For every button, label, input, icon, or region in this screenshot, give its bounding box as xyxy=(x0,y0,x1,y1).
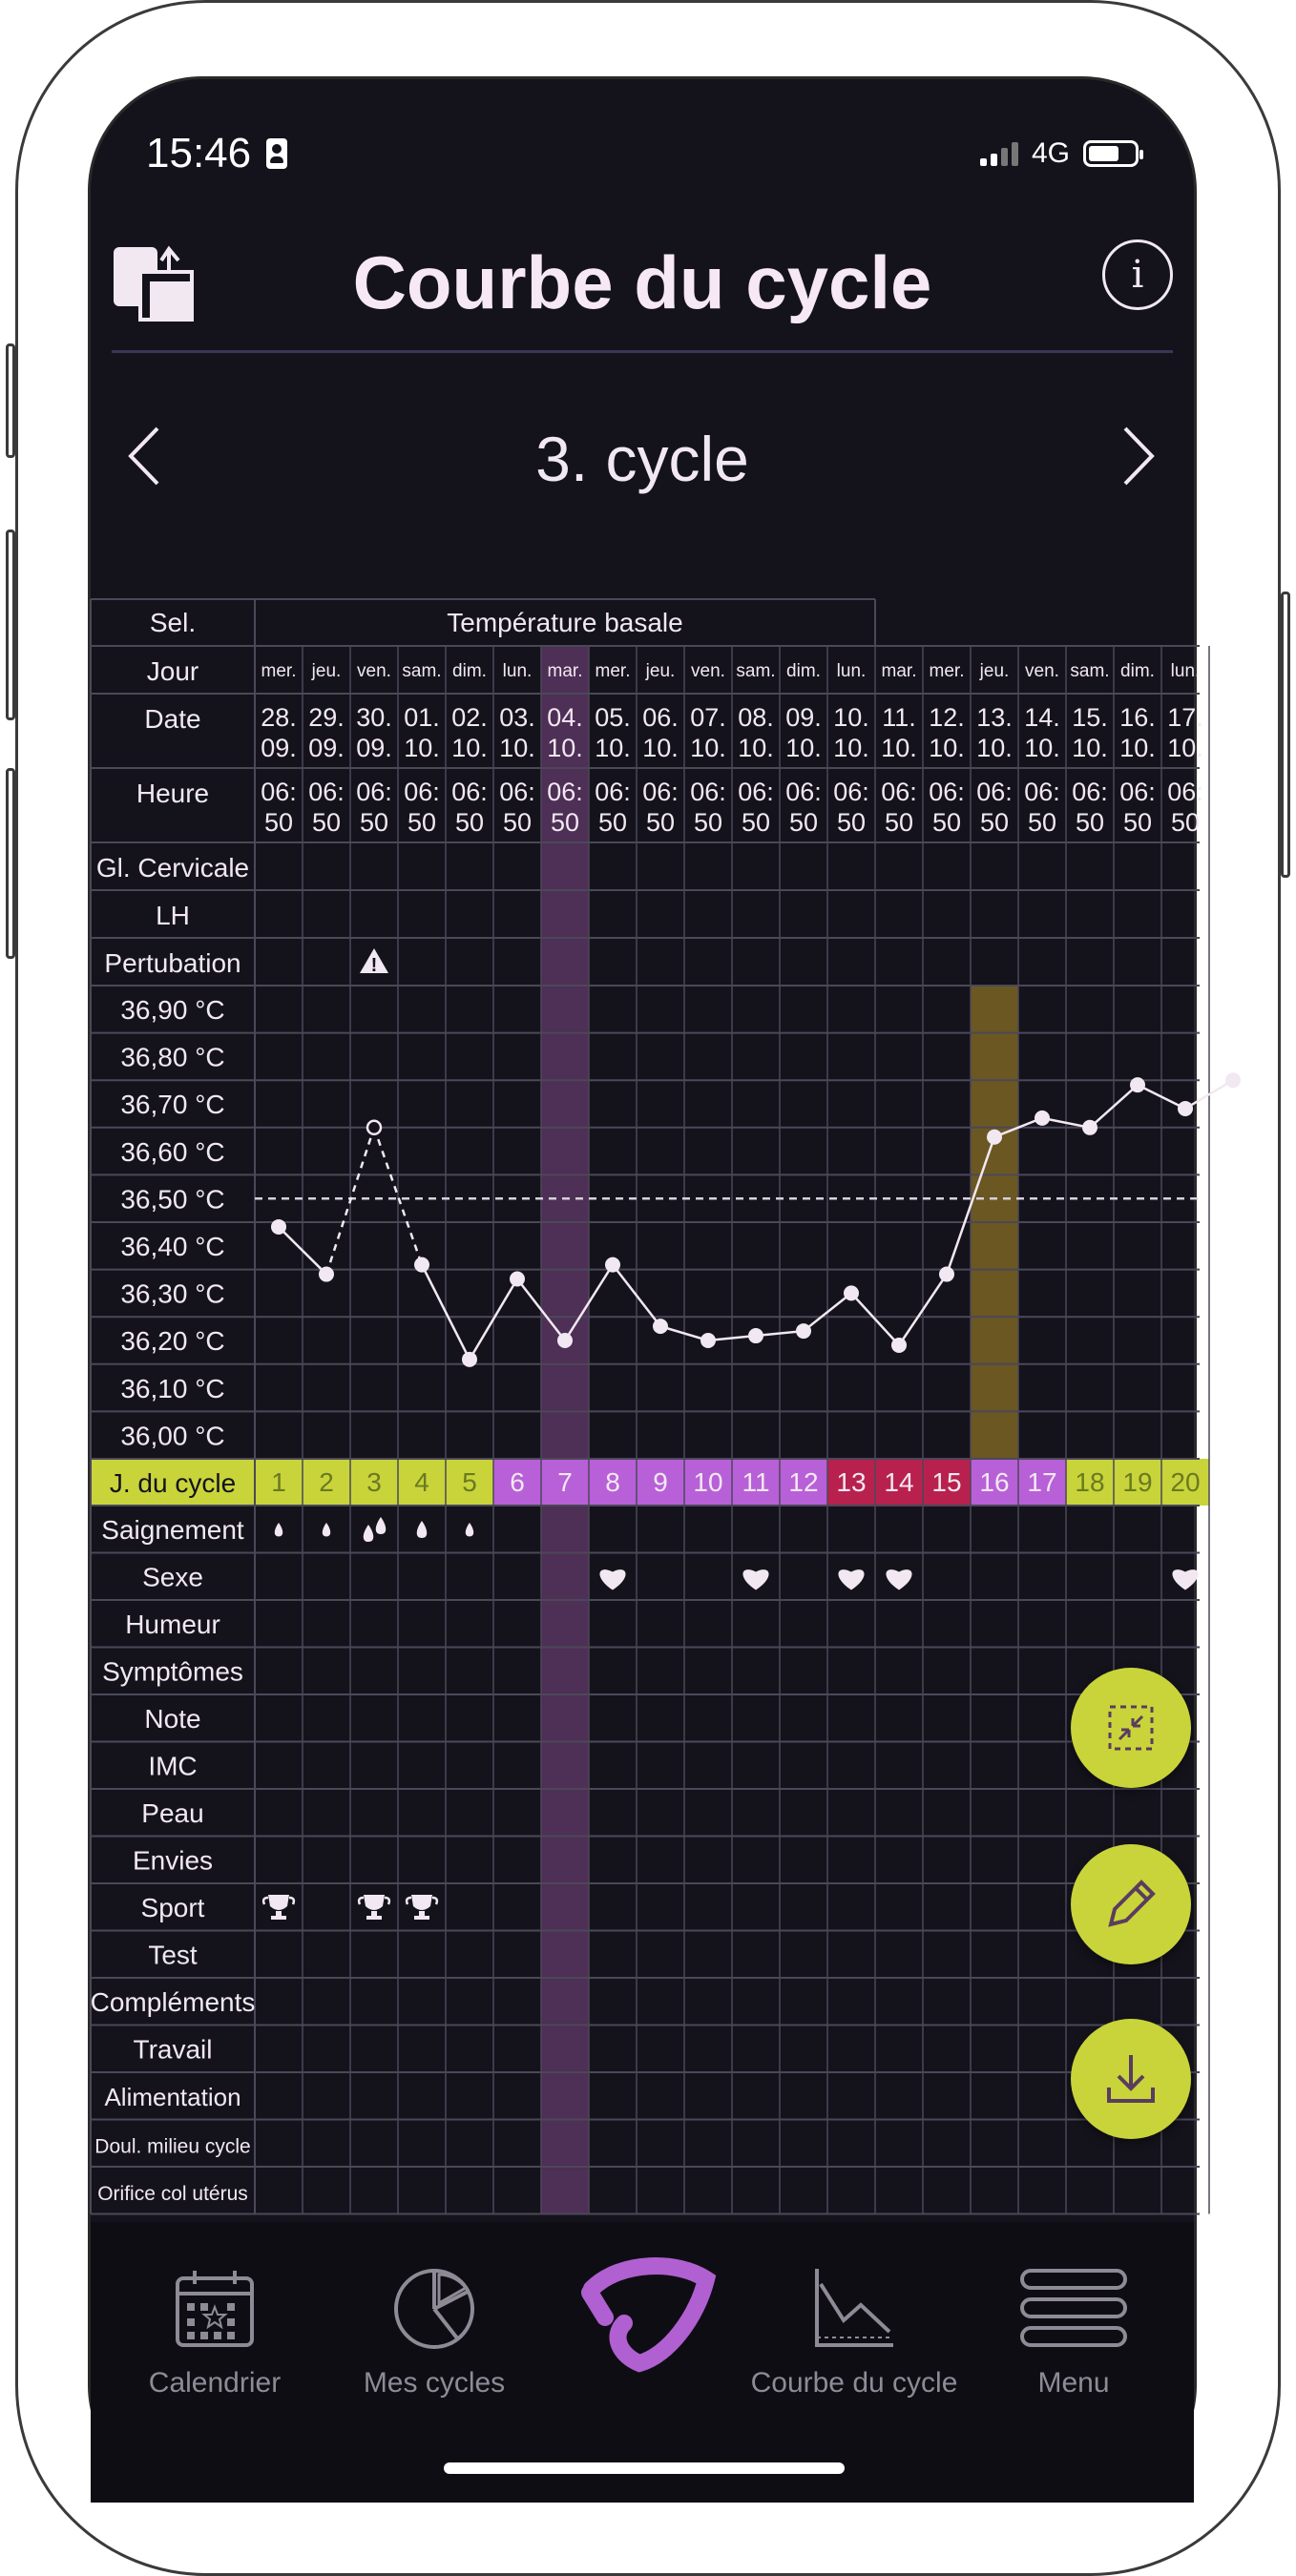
time-minute: 50 xyxy=(1122,808,1153,837)
date-month: 10. xyxy=(833,734,869,762)
sel-label: Sel. xyxy=(149,608,197,637)
mute-switch xyxy=(6,343,15,458)
tab-label-calendrier: Calendrier xyxy=(148,2367,282,2399)
day-name: jeu. xyxy=(979,661,1010,681)
date-month: 10. xyxy=(547,734,583,762)
cycle-day-number: 13 xyxy=(836,1467,867,1497)
date-month: 10. xyxy=(595,734,631,762)
cycle-day-number: 4 xyxy=(414,1467,429,1497)
time-hour: 06: xyxy=(451,778,488,806)
date-month: 10. xyxy=(785,734,822,762)
date-day: 16. xyxy=(1119,703,1156,732)
time-hour: 06: xyxy=(356,778,392,806)
row-label-6: Peau xyxy=(141,1798,204,1828)
day-name: mer. xyxy=(595,661,631,681)
tab-mes-cycles[interactable] xyxy=(329,2260,539,2399)
compress-view-button[interactable] xyxy=(1071,1668,1191,1788)
time-minute: 50 xyxy=(263,808,294,837)
date-day: 14. xyxy=(1024,703,1060,732)
time-minute: 50 xyxy=(884,808,914,837)
date-month: 10. xyxy=(738,734,774,762)
date-day: 04. xyxy=(547,703,583,732)
date-day: 07. xyxy=(690,703,726,732)
heart-icon xyxy=(599,1569,625,1589)
phone-screen xyxy=(88,76,1203,2500)
time-minute: 50 xyxy=(1075,808,1105,837)
day-name: lun. xyxy=(502,661,533,681)
temp-axis-label: 36,40 °C xyxy=(120,1232,225,1261)
temp-axis-label: 36,50 °C xyxy=(120,1184,225,1215)
date-month: 09. xyxy=(308,734,345,762)
date-day: 29. xyxy=(308,703,345,732)
cycle-day-number: 11 xyxy=(742,1467,770,1497)
volume-up-button xyxy=(6,530,15,720)
cycle-day-number: 14 xyxy=(884,1467,914,1497)
day-name: sam. xyxy=(736,661,776,681)
date-month: 10. xyxy=(929,734,965,762)
temperature-point xyxy=(891,1338,907,1353)
time-hour: 06: xyxy=(642,778,679,806)
blood-drop-icon xyxy=(275,1523,282,1536)
trophy-icon xyxy=(268,1895,289,1920)
time-hour: 06: xyxy=(595,778,631,806)
edit-button[interactable] xyxy=(1071,1844,1191,1964)
heart-icon xyxy=(838,1569,864,1589)
menu-icon xyxy=(969,2260,1179,2356)
day-name: jeu. xyxy=(311,661,342,681)
date-month: 09. xyxy=(356,734,392,762)
time-hour: 06: xyxy=(547,778,583,806)
heart-icon xyxy=(1172,1569,1198,1589)
temp-axis-label: 36,60 °C xyxy=(120,1136,225,1167)
download-button[interactable] xyxy=(1071,2019,1191,2139)
temp-axis-label: 36,20 °C xyxy=(120,1326,225,1357)
cycle-day-number: 20 xyxy=(1170,1467,1201,1497)
calendar-icon xyxy=(110,2260,320,2356)
time-minute: 50 xyxy=(311,808,342,837)
temperature-point xyxy=(1178,1101,1193,1116)
date-day: 05. xyxy=(595,703,631,732)
time-minute: 50 xyxy=(359,808,389,837)
network-label: 4G xyxy=(1031,137,1070,169)
time-hour: 06: xyxy=(785,778,822,806)
time-hour: 06: xyxy=(1167,778,1203,806)
date-month: 09. xyxy=(261,734,297,762)
tab-courbe-du-cycle[interactable] xyxy=(749,2260,959,2399)
tab-menu[interactable] xyxy=(969,2260,1179,2399)
volume-down-button xyxy=(6,768,15,959)
temperature-point xyxy=(1082,1120,1097,1135)
date-month: 10. xyxy=(1167,734,1203,762)
cycle-day-number: 17 xyxy=(1027,1467,1057,1497)
temperature-point-excluded xyxy=(367,1121,381,1134)
cycle-day-number: 12 xyxy=(788,1467,819,1497)
date-day: 08. xyxy=(738,703,774,732)
row-label-13: Doul. milieu cycle xyxy=(94,2135,251,2158)
heart-icon xyxy=(886,1569,911,1589)
row-label-1: Sexe xyxy=(142,1562,203,1592)
warning-icon-mark: ! xyxy=(370,955,378,976)
blood-drop-icon xyxy=(417,1521,428,1538)
time-minute: 50 xyxy=(741,808,771,837)
day-name: mer. xyxy=(929,661,965,681)
time-minute: 50 xyxy=(407,808,437,837)
temp-axis-label: 36,10 °C xyxy=(120,1373,225,1403)
temp-axis-label: 36,30 °C xyxy=(120,1278,225,1309)
tab-label-mes-cycles: Mes cycles xyxy=(363,2367,506,2399)
cycle-title: 3. cycle xyxy=(535,424,749,494)
row-label-date: Date xyxy=(144,704,201,734)
temperature-point xyxy=(796,1323,811,1339)
pencil-icon xyxy=(1097,1871,1164,1938)
date-day: 11. xyxy=(882,703,916,732)
line-chart-icon xyxy=(749,2260,959,2356)
page-title: Courbe du cycle xyxy=(352,240,932,324)
temp-axis-label: 36,80 °C xyxy=(120,1042,225,1072)
temperature-point xyxy=(748,1328,763,1343)
temperature-point xyxy=(1225,1072,1241,1088)
date-month: 10. xyxy=(881,734,917,762)
date-month: 10. xyxy=(690,734,726,762)
temperature-point xyxy=(510,1272,525,1287)
row-label-cycle-day: J. du cycle xyxy=(109,1468,237,1498)
blood-drop-icon xyxy=(466,1523,473,1536)
time-hour: 06: xyxy=(833,778,869,806)
temperature-point xyxy=(414,1257,429,1273)
info-icon[interactable]: i xyxy=(1102,239,1173,310)
pie-chart-icon xyxy=(329,2260,539,2356)
cycle-day-number: 10 xyxy=(693,1467,723,1497)
date-day: 28. xyxy=(261,703,297,732)
cycle-day-number: 7 xyxy=(557,1467,573,1497)
day-name: dim. xyxy=(452,661,487,681)
cycle-day-number: 3 xyxy=(366,1467,382,1497)
temperature-point xyxy=(844,1285,859,1300)
tab-home-logo[interactable] xyxy=(539,2251,749,2386)
tab-calendrier[interactable] xyxy=(110,2260,320,2399)
date-day: 12. xyxy=(929,703,965,732)
row-label-perturbation: Pertubation xyxy=(104,948,241,978)
temperature-point xyxy=(939,1267,954,1282)
time-minute: 50 xyxy=(597,808,628,837)
temperature-point xyxy=(1035,1111,1050,1126)
temperature-point xyxy=(271,1219,286,1235)
time-hour: 06: xyxy=(1119,778,1156,806)
row-label-jour: Jour xyxy=(146,656,199,686)
date-day: 09. xyxy=(785,703,822,732)
row-label-4: Note xyxy=(144,1704,201,1734)
row-label-cervicale: Gl. Cervicale xyxy=(95,853,250,883)
date-day: 30. xyxy=(356,703,392,732)
time-minute: 50 xyxy=(550,808,580,837)
time-minute: 50 xyxy=(788,808,819,837)
temperature-point xyxy=(319,1267,334,1282)
time-minute: 50 xyxy=(979,808,1010,837)
temp-axis-label: 36,00 °C xyxy=(120,1421,225,1451)
date-day: 10. xyxy=(833,703,869,732)
date-day: 15. xyxy=(1072,703,1108,732)
day-name: sam. xyxy=(1070,661,1110,681)
row-label-heure: Heure xyxy=(136,779,210,808)
cycle-chart-table[interactable] xyxy=(90,79,1203,2205)
cycle-day-number: 8 xyxy=(605,1467,620,1497)
time-hour: 06: xyxy=(929,778,965,806)
temperature-point xyxy=(987,1130,1002,1145)
row-label-lh: LH xyxy=(156,901,190,930)
date-day: 06. xyxy=(642,703,679,732)
row-label-8: Sport xyxy=(140,1893,205,1922)
date-month: 10. xyxy=(1119,734,1156,762)
date-day: 03. xyxy=(499,703,535,732)
time-hour: 06: xyxy=(976,778,1013,806)
download-icon xyxy=(1097,2046,1164,2112)
row-label-5: IMC xyxy=(148,1751,198,1781)
date-month: 10. xyxy=(976,734,1013,762)
date-month: 10. xyxy=(1072,734,1108,762)
day-name: mar. xyxy=(547,661,583,681)
cycle-day-number: 15 xyxy=(931,1467,962,1497)
cycle-day-number: 6 xyxy=(510,1467,525,1497)
time-hour: 06: xyxy=(261,778,297,806)
cycle-day-number: 19 xyxy=(1122,1467,1153,1497)
time-minute: 50 xyxy=(502,808,533,837)
day-name: lun. xyxy=(1170,661,1201,681)
day-name: sam. xyxy=(402,661,442,681)
row-label-3: Symptômes xyxy=(102,1656,243,1687)
cycle-day-number: 5 xyxy=(462,1467,477,1497)
day-name: jeu. xyxy=(645,661,676,681)
status-time: 15:46 xyxy=(146,130,252,177)
time-minute: 50 xyxy=(1027,808,1057,837)
cycle-day-number: 18 xyxy=(1075,1467,1105,1497)
date-day: 17. xyxy=(1167,703,1203,732)
temperature-header: Température basale xyxy=(447,608,683,637)
day-name: lun. xyxy=(836,661,867,681)
heart-icon xyxy=(742,1569,768,1589)
time-hour: 06: xyxy=(690,778,726,806)
temperature-point xyxy=(653,1319,668,1334)
row-label-14: Orifice col utérus xyxy=(97,2183,248,2205)
time-hour: 06: xyxy=(1024,778,1060,806)
row-label-12: Alimentation xyxy=(104,2083,241,2111)
cycle-day-number: 2 xyxy=(319,1467,334,1497)
time-minute: 50 xyxy=(693,808,723,837)
date-month: 10. xyxy=(1024,734,1060,762)
temp-axis-label: 36,90 °C xyxy=(120,995,225,1025)
trophy-icon xyxy=(411,1895,432,1920)
bottom-tab-bar xyxy=(91,2222,1194,2503)
app-logo-icon xyxy=(539,2251,749,2375)
day-name: mer. xyxy=(261,661,297,681)
temperature-point xyxy=(605,1257,620,1273)
time-hour: 06: xyxy=(499,778,535,806)
time-minute: 50 xyxy=(931,808,962,837)
time-hour: 06: xyxy=(404,778,440,806)
day-name: ven. xyxy=(357,661,391,681)
date-day: 02. xyxy=(451,703,488,732)
time-minute: 50 xyxy=(836,808,867,837)
row-label-10: Compléments xyxy=(90,1987,256,2017)
date-month: 10. xyxy=(451,734,488,762)
time-hour: 06: xyxy=(738,778,774,806)
blood-drop-icon xyxy=(323,1523,330,1536)
row-label-11: Travail xyxy=(133,2034,213,2065)
day-name: dim. xyxy=(786,661,821,681)
temperature-point xyxy=(1130,1077,1145,1092)
time-minute: 50 xyxy=(645,808,676,837)
temperature-point xyxy=(462,1352,477,1367)
row-label-0: Saignement xyxy=(101,1515,244,1545)
blood-drop-icon xyxy=(376,1517,387,1534)
tab-label-menu: Menu xyxy=(1037,2367,1110,2399)
day-name: dim. xyxy=(1120,661,1155,681)
blood-drop-icon xyxy=(364,1525,374,1542)
date-day: 01. xyxy=(404,703,440,732)
power-button xyxy=(1281,592,1290,878)
date-month: 10. xyxy=(642,734,679,762)
time-minute: 50 xyxy=(454,808,485,837)
time-hour: 06: xyxy=(1072,778,1108,806)
home-indicator xyxy=(444,2462,845,2474)
day-name: mar. xyxy=(881,661,917,681)
time-minute: 50 xyxy=(1170,808,1201,837)
time-hour: 06: xyxy=(881,778,917,806)
row-label-2: Humeur xyxy=(125,1610,220,1639)
temp-axis-label: 36,70 °C xyxy=(120,1090,225,1120)
temperature-point xyxy=(557,1333,573,1348)
cycle-day-number: 9 xyxy=(653,1467,668,1497)
time-hour: 06: xyxy=(308,778,345,806)
tab-label-courbe-du-cycle: Courbe du cycle xyxy=(750,2367,958,2399)
trophy-icon xyxy=(364,1895,385,1920)
day-name: ven. xyxy=(691,661,725,681)
temperature-point xyxy=(700,1333,716,1348)
cycle-day-number: 1 xyxy=(271,1467,286,1497)
date-month: 10. xyxy=(499,734,535,762)
row-label-7: Envies xyxy=(132,1845,214,1876)
date-month: 10. xyxy=(404,734,440,762)
day-name: ven. xyxy=(1025,661,1059,681)
cycle-day-number: 16 xyxy=(979,1467,1010,1497)
date-day: 13. xyxy=(976,703,1013,732)
row-label-9: Test xyxy=(148,1940,198,1970)
compress-icon xyxy=(1104,1701,1158,1755)
